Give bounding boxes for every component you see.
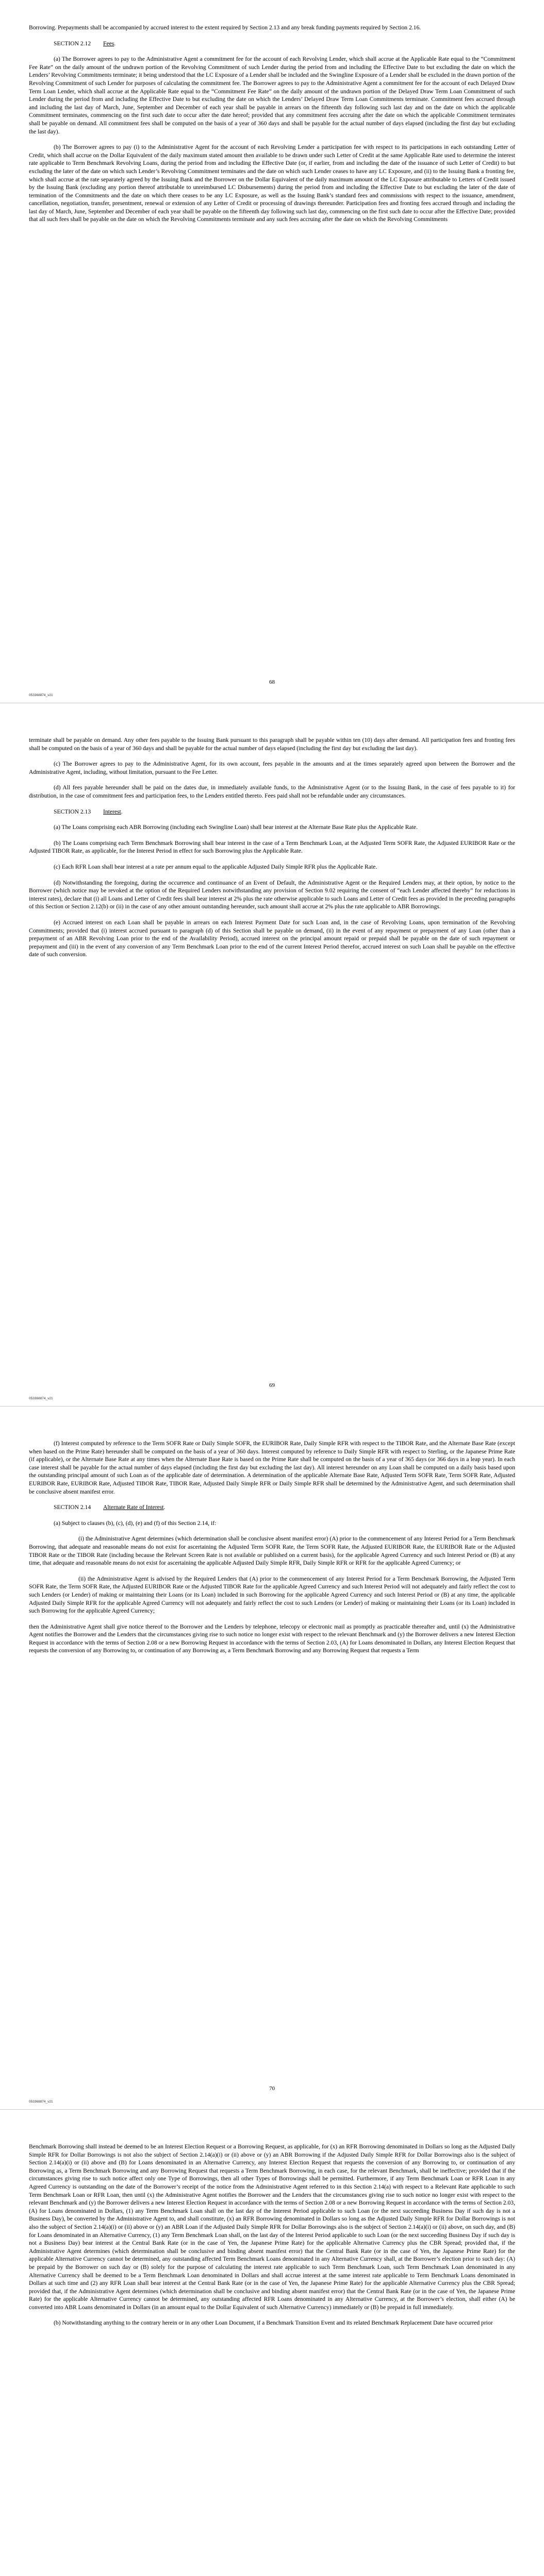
section-title: Alternate Rate of Interest	[103, 1504, 164, 1511]
section-number: SECTION 2.12	[54, 40, 91, 47]
paragraph: (b) Notwithstanding anything to the contrary herein or in any other Loan Document, if a Benchmark Transition Event and its related Benchmark Replacement Date have occurred prior	[54, 2319, 493, 2327]
page-body	[29, 736, 515, 967]
paragraph: (i) the Administrative Agent determines (which determination shall be conclusive absent manifest error) (A) prior to the commencement of any Interest Period for a Term Benchmark Borrowing, that adequate and reasonable means do not exist for ascertaining the Adjusted Term SOFR Rate, the Term SOFR Rate, the Adjusted EURIBOR Rate, the EURIBOR Rate or the Adjusted TIBOR Rate or the TIBOR Rate (including because the Relevant Screen Rate is not available or published on a current basis), for the applicable Agreed Currency and such Interest Period or (B) at any time, that adequate and reasonable means do not exist for ascertaining the applicable Adjusted Daily Simple RFR, Daily Simple RFR or RFR for the applicable Agreed Currency; or	[29, 1535, 515, 1567]
paragraph: (c) The Borrower agrees to pay to the Administrative Agent, for its own account, fees payable in the amounts and at the times separately agreed upon between the Borrower and the Administrative Agent, including, without limitation, pursuant to the Fee Letter.	[29, 760, 515, 775]
section-number: SECTION 2.14	[54, 1504, 91, 1511]
section-heading: SECTION 2.14 Alternate Rate of Interest.	[54, 1504, 166, 1511]
section-heading: SECTION 2.13 Interest.	[54, 808, 123, 815]
paragraph: then the Administrative Agent shall give notice thereof to the Borrower and the Lenders by telephone, telecopy or electronic mail as promptly as practicable thereafter and, until (x) the Administrative Agent notifies the Borrower and the Lenders that the circumstances giving rise to such notice no longer exist with respect to the relevant Benchmark and (y) the Borrower delivers a new Interest Election Request in accordance with the terms of Section 2.08 or a new Borrowing Request in accordance with the terms of Section 2.03, (A) for Loans denominated in Dollars, any Interest Election Request that requests the conversion of any Borrowing to, or continuation of any Borrowing as, a Term Benchmark Borrowing and any Borrowing Request that requests a Term	[29, 1623, 515, 1654]
paragraph: (d) All fees payable hereunder shall be paid on the dates due, in immediately available funds, to the Administrative Agent (or to the Issuing Bank, in the case of fees payable to it) for distribution, in the case of commitment fees and participation fees, to the Lenders entitled thereto. Fees paid shall not be refundable under any circumstances.	[29, 784, 515, 799]
page-71	[0, 2110, 544, 2576]
page-number: 70	[269, 2086, 275, 2092]
document-id: 053368874_v21	[29, 1397, 53, 1400]
paragraph: (f) Interest computed by reference to the Term SOFR Rate or Daily Simple SOFR, the EURIBOR Rate, Daily Simple RFR with respect to the TIBOR Rate, and the Alternate Base Rate (except when based on the Prime Rate) hereunder shall be computed on the basis of a year of 360 days. Interest computed by reference to Daily Simple RFR with respect to Sterling, or the Japanese Prime Rate (if applicable), or the Alternate Base Rate at any times when the Alternate Base Rate is based on the Prime Rate shall be computed on the basis of a year of 365 days (or 366 days in a leap year). In each case interest shall be payable for the actual number of days elapsed (including the first day but excluding the last day). All interest hereunder on any Loan shall be computed on a daily basis based upon the outstanding principal amount of such Loan as of the applicable date of determination. A determination of the applicable Alternate Base Rate, Adjusted Term SOFR Rate, Term SOFR Rate, Adjusted EURIBOR Rate, EURIBOR Rate, Adjusted TIBOR Rate, TIBOR Rate, Adjusted Daily Simple RFR or Daily Simple RFR shall be determined by the Administrative Agent, and such determination shall be conclusive absent manifest error.	[29, 1440, 515, 1495]
document-id: 053368874_v21	[29, 2100, 53, 2104]
page-70	[0, 1406, 544, 2110]
page-body	[29, 1439, 515, 1663]
section-title: Fees	[103, 40, 114, 47]
paragraph: (ii) the Administrative Agent is advised by the Required Lenders that (A) prior to the commencement of any Interest Period for a Term Benchmark Borrowing, the Adjusted Term SOFR Rate, the Term SOFR Rate, the Adjusted EURIBOR Rate or the Adjusted TIBOR Rate for the applicable Agreed Currency and such Interest Period will not adequately and fairly reflect the cost to such Lenders (or Lender) of making or maintaining their Loans (or its Loan) included in such Borrowing for the applicable Agreed Currency and such Interest Period or (B) at any time, the applicable Adjusted Daily Simple RFR for the applicable Agreed Currency will not adequately and fairly reflect the cost to such Lenders (or Lender) of making or maintaining their Loans (or its Loan) included in such Borrowing for the applicable Agreed Currency;	[29, 1575, 515, 1615]
paragraph: (c) Each RFR Loan shall bear interest at a rate per annum equal to the applicable Adjusted Daily Simple RFR plus the Applicable Rate.	[54, 863, 377, 870]
paragraph: (d) Notwithstanding the foregoing, during the occurrence and continuance of an Event of Default, the Administrative Agent or the Required Lenders may, at their option, by notice to the Borrower (which notice may be revoked at the option of the Required Lenders notwithstanding any provision of Section 9.02 requiring the consent of “each Lender affected thereby” for reductions in interest rates), declare that (i) all Loans and Letter of Credit fees shall bear interest at 2% plus the rate otherwise applicable to such Loans and Letter of Credit fees as provided in the preceding paragraphs of this Section or Section 2.12(b) or (ii) in the case of any other amount outstanding hereunder, such amount shall accrue at 2% plus the rate applicable to ABR Borrowings.	[29, 879, 515, 910]
document-id: 053368874_v21	[29, 693, 53, 697]
page-number: 69	[269, 1382, 275, 1388]
paragraph: Borrowing. Prepayments shall be accompanied by accrued interest to the extent required by Section 2.13 and any break funding payments required by Section 2.16.	[29, 24, 421, 31]
paragraph: terminate shall be payable on demand. Any other fees payable to the Issuing Bank pursuant to this paragraph shall be payable within ten (10) days after demand. All participation fees and fronting fees shall be computed on the basis of a year of 360 days and shall be payable for the actual number of days elapsed (including the first day but excluding the last day).	[29, 737, 515, 752]
section-title: Interest	[103, 808, 121, 815]
paragraph: (e) Accrued interest on each Loan shall be payable in arrears on each Interest Payment Date for such Loan and, in the case of Revolving Loans, upon termination of the Revolving Commitments; provided that (i) interest accrued pursuant to paragraph (d) of this Section shall be payable on demand, (ii) in the event of any repayment or prepayment of any Loan (other than a prepayment of an ABR Revolving Loan prior to the end of the Availability Period), accrued interest on the principal amount repaid or prepaid shall be payable on the date of such repayment or prepayment and (iii) in the event of any conversion of any Term Benchmark Loan prior to the end of the current Interest Period therefor, accrued interest on such Loan shall be payable on the effective date of such conversion.	[29, 919, 515, 958]
paragraph: (a) The Loans comprising each ABR Borrowing (including each Swingline Loan) shall bear interest at the Alternate Base Rate plus the Applicable Rate.	[54, 824, 418, 831]
section-heading: SECTION 2.12 Fees.	[54, 40, 116, 47]
page-68	[0, 0, 544, 703]
section-number: SECTION 2.13	[54, 808, 91, 815]
paragraph: Benchmark Borrowing shall instead be deemed to be an Interest Election Request or a Borrowing Request, as applicable, for (x) an RFR Borrowing denominated in Dollars so long as the Adjusted Daily Simple RFR for Dollar Borrowings is not also the subject of Section 2.14(a)(i) or (ii) above or (y) an ABR Borrowing if the Adjusted Daily Simple RFR for Dollar Borrowings also is the subject of Section 2.14(a)(i) or (ii) above and (B) for Loans denominated in an Alternative Currency, any Interest Election Request that requests the conversion of any Borrowing to, or continuation of any Borrowing as, a Term Benchmark Borrowing and any Borrowing Request that requests a Term Benchmark Borrowing, in each case, for the relevant Benchmark, shall be ineffective; provided that if the circumstances giving rise to such notice affect only one Type of Borrowings, then all other Types of Borrowings shall be permitted. Furthermore, if any Term Benchmark Loan or RFR Loan in any Agreed Currency is outstanding on the date of the Borrower’s receipt of the notice from the Administrative Agent referred to in this Section 2.14(a) with respect to a Relevant Rate applicable to such Term Benchmark Loan or RFR Loan, then until (x) the Administrative Agent notifies the Borrower and the Lenders that the circumstances giving rise to such notice no longer exist with respect to the relevant Benchmark and (y) the Borrower delivers a new Interest Election Request in accordance with the terms of Section 2.08 or a new Borrowing Request in accordance with the terms of Section 2.03, (A) for Loans denominated in Dollars, (1) any Term Benchmark Loan shall on the last day of the Interest Period applicable to such Loan (or the next succeeding Business Day if such day is not a Business Day), be converted by the Administrative Agent to, and shall constitute, (x) an RFR Borrowing denominated in Dollars so long as the Adjusted Daily Simple RFR for Dollar Borrowings is not also the subject of Section 2.14(a)(i) or (ii) above or (y) an ABR Loan if the Adjusted Daily Simple RFR for Dollar Borrowings also is the subject of Section 2.14(a)(i) or (ii) above, on such day, and (B) for Loans denominated in an Alternative Currency, (1) any Term Benchmark Loan shall, on the last day of the Interest Period applicable to such Loan (or the next succeeding Business Day if such day is not a Business Day) bear interest at the Central Bank Rate (or in the case of Yen, the Japanese Prime Rate) for the applicable Alternative Currency plus the CBR Spread; provided that, if the Administrative Agent determines (which determination shall be conclusive and binding absent manifest error) that the Central Bank Rate (or in the case of Yen, the Japanese Prime Rate) for the applicable Alternative Currency cannot be determined, any outstanding affected Term Benchmark Loans denominated in any Alternative Currency shall, at the Borrower’s election prior to such day: (A) be prepaid by the Borrower on such day or (B) solely for the purpose of calculating the interest rate applicable to such Term Benchmark Loan, such Term Benchmark Loan denominated in any Alternative Currency shall be deemed to be a Term Benchmark Loan denominated in Dollars and shall accrue interest at the same interest rate applicable to Term Benchmark Loans denominated in Dollars at such time and (2) any RFR Loan shall bear interest at the Central Bank Rate (or in the case of Yen, the Japanese Prime Rate) for the applicable Alternative Currency plus the CBR Spread; provided that, if the Administrative Agent determines (which determination shall be conclusive and binding absent manifest error) that the Central Bank Rate (or in the case of Yen, the Japanese Prime Rate) for the applicable Alternative Currency cannot be determined, any outstanding affected RFR Loans denominated in any Alternative Currency, at the Borrower’s election, shall either (A) be converted into ABR Loans denominated in Dollars (in an amount equal to the Dollar Equivalent of such Alternative Currency) immediately or (B) be prepaid in full immediately.	[29, 2143, 515, 2311]
paragraph: (a) Subject to clauses (b), (c), (d), (e) and (f) of this Section 2.14, if:	[54, 1519, 217, 1527]
page-body	[29, 2143, 515, 2335]
paragraph: (b) The Borrower agrees to pay (i) to the Administrative Agent for the account of each Revolving Lender a participation fee with respect to its participations in each outstanding Letter of Credit, which shall accrue on the Dollar Equivalent of the daily maximum stated amount then available to be drawn under such Letter of Credit at the same Applicable Rate used to determine the interest rate applicable to Term Benchmark Revolving Loans, during the period from and including the Effective Date (or, if earlier, from and including the date of the issuance of such Letter of Credit) to but excluding the later of the date on which such Lender’s Revolving Commitment terminates and the date on which such Lender ceases to have any LC Exposure, and (ii) to the Issuing Bank a fronting fee, which shall accrue at the rate separately agreed by the Issuing Bank and the Borrower on the Dollar Equivalent of the daily maximum amount of the LC Exposure attributable to Letters of Credit issued by the Issuing Bank (excluding any portion thereof attributable to unreimbursed LC Disbursements) during the period from and including the Effective Date to but excluding the later of the date of termination of the Commitments and the date on which there ceases to be any LC Exposure, as well as the Issuing Bank’s standard fees and commissions with respect to the issuance, amendment, cancellation, negotiation, transfer, presentment, renewal or extension of any Letter of Credit or processing of drawings thereunder. Participation fees and fronting fees accrued through and including the last day of March, June, September and December of each year shall be payable on the fifteenth day following such last day, commencing on the first such date to occur after the Effective Date; provided that all such fees shall be payable on the date on which the Revolving Commitments terminate and any such fees accruing after the date on which the Revolving Commitments	[29, 144, 515, 223]
page-body	[29, 24, 515, 231]
paragraph: (b) The Loans comprising each Term Benchmark Borrowing shall bear interest in the case of a Term Benchmark Loan, at the Adjusted Term SOFR Rate, the Adjusted EURIBOR Rate or the Adjusted TIBOR Rate, as applicable, for the Interest Period in effect for such Borrowing plus the Applicable Rate.	[29, 839, 515, 855]
page-69	[0, 703, 544, 1406]
page-number: 68	[269, 679, 275, 685]
paragraph: (a) The Borrower agrees to pay to the Administrative Agent a commitment fee for the account of each Revolving Lender, which shall accrue at the Applicable Rate equal to the “Commitment Fee Rate” on the daily amount of the undrawn portion of the Revolving Commitment of such Lender during the period from and including the Effective Date to but excluding the date on which the Lenders’ Revolving Commitments terminate; it being understood that the LC Exposure of a Lender shall be included and the Swingline Exposure of a Lender shall be excluded in the drawn portion of the Revolving Commitment of such Lender for purposes of calculating the commitment fee. The Borrower agrees to pay to the Administrative Agent a commitment fee for the account of each Delayed Draw Term Loan Lender, which shall accrue at the Applicable Rate equal to the “Commitment Fee Rate” on the daily amount of the undrawn portion of the Delayed Draw Term Loan Commitment of such Lender during the period from and including the Effective Date to but excluding the date on which the Lenders’ Delayed Draw Term Loan Commitments terminate. Commitment fees accrued through and including the last day of March, June, September and December of each year shall be payable in arrears on the fifteenth day following such last day and on the date on which the applicable Commitment terminates, commencing on the first such date to occur after the date hereof; provided that any commitment fees accruing after the date on which the applicable Commitment terminates shall be payable on demand. All commitment fees shall be computed on the basis of a year of 360 days and shall be payable for the actual number of days elapsed (including the first day but excluding the last day).	[29, 56, 515, 135]
